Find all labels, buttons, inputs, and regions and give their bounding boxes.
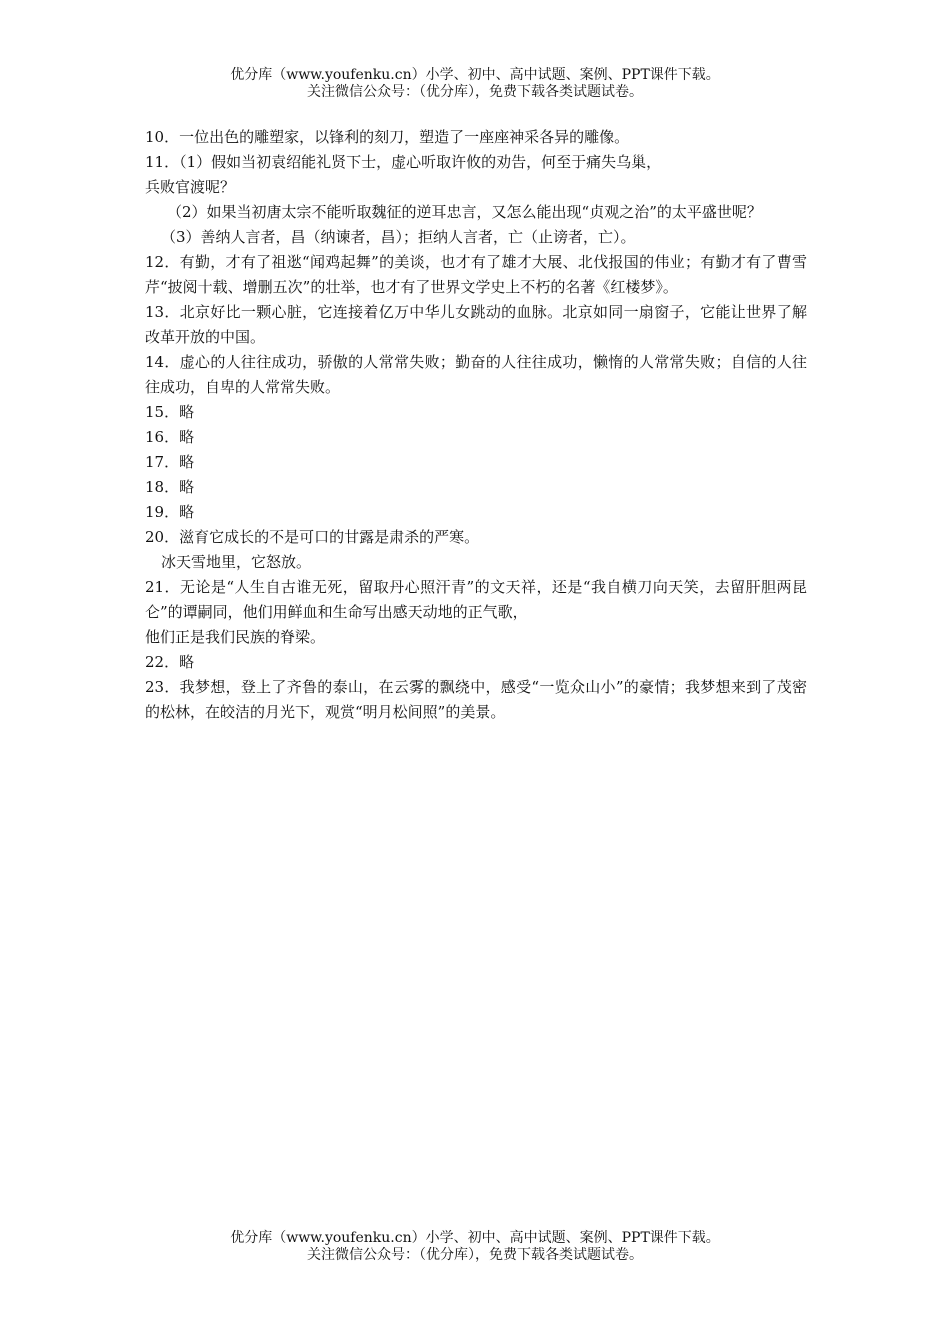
answer-20: 20．滋育它成长的不是可口的甘露是肃杀的严寒。 — [145, 528, 480, 546]
footer-line-2: 关注微信公众号：（优分库），免费下载各类试题试卷。 — [307, 1247, 643, 1263]
answer-11-part-1: 11．（1）假如当初袁绍能礼贤下士，虚心听取许攸的劝告，何至于痛失乌巢， — [145, 153, 662, 171]
answer-11-part-3: （3）善纳人言者，昌（纳谏者，昌）；拒纳人言者，亡（止谤者，亡）。 — [161, 228, 636, 246]
answer-23: 23．我梦想，登上了齐鲁的泰山，在云雾的飘绕中，感受“一览众山小”的豪情；我梦想来到了茂密的松林，在皎洁的月光下，观赏“明月松间照”的美景。 — [145, 678, 807, 721]
header-line-1: 优分库（www.youfenku.cn）小学、初中、高中试题、案例、PPT课件下载。 — [230, 67, 720, 83]
answer-11-part-1-continued: 兵败官渡呢？ — [145, 178, 236, 196]
answer-15: 15．略 — [145, 403, 195, 421]
answer-20-continued: 冰天雪地里，它怒放。 — [161, 553, 312, 571]
answer-13: 13．北京好比一颗心脏，它连接着亿万中华儿女跳动的血脉。北京如同一扇窗子，它能让世界了解改革开放的中国。 — [145, 303, 807, 346]
answer-18: 18．略 — [145, 478, 195, 496]
answer-22: 22．略 — [145, 653, 195, 671]
page-footer — [0, 1230, 950, 1264]
answer-10: 10．一位出色的雕塑家，以锋利的刻刀，塑造了一座座神采各异的雕像。 — [145, 128, 630, 146]
answer-21-continued: 他们正是我们民族的脊梁。 — [145, 628, 326, 646]
answer-list — [145, 125, 807, 725]
header-line-2: 关注微信公众号：（优分库），免费下载各类试题试卷。 — [307, 84, 643, 100]
answer-19: 19．略 — [145, 503, 195, 521]
answer-12: 12．有勤，才有了祖逖“闻鸡起舞”的美谈，也才有了雄才大展、北伐报国的伟业；有勤才有了曹雪芹“披阅十载、增删五次”的壮举，也才有了世界文学史上不朽的名著《红楼梦》。 — [145, 253, 807, 296]
answer-21: 21．无论是“人生自古谁无死，留取丹心照汗青”的文天祥，还是“我自横刀向天笑，去留肝胆两昆仑”的谭嗣同，他们用鲜血和生命写出感天动地的正气歌， — [145, 578, 807, 621]
page-header — [0, 67, 950, 101]
footer-line-1: 优分库（www.youfenku.cn）小学、初中、高中试题、案例、PPT课件下载。 — [230, 1230, 720, 1246]
answer-17: 17．略 — [145, 453, 195, 471]
answer-16: 16．略 — [145, 428, 195, 446]
answer-14: 14．虚心的人往往成功，骄傲的人常常失败；勤奋的人往往成功，懒惰的人常常失败；自信的人往往成功，自卑的人常常失败。 — [145, 353, 807, 396]
answer-11-part-2: （2）如果当初唐太宗不能听取魏征的逆耳忠言，又怎么能出现“贞观之治”的太平盛世呢？ — [167, 203, 762, 221]
